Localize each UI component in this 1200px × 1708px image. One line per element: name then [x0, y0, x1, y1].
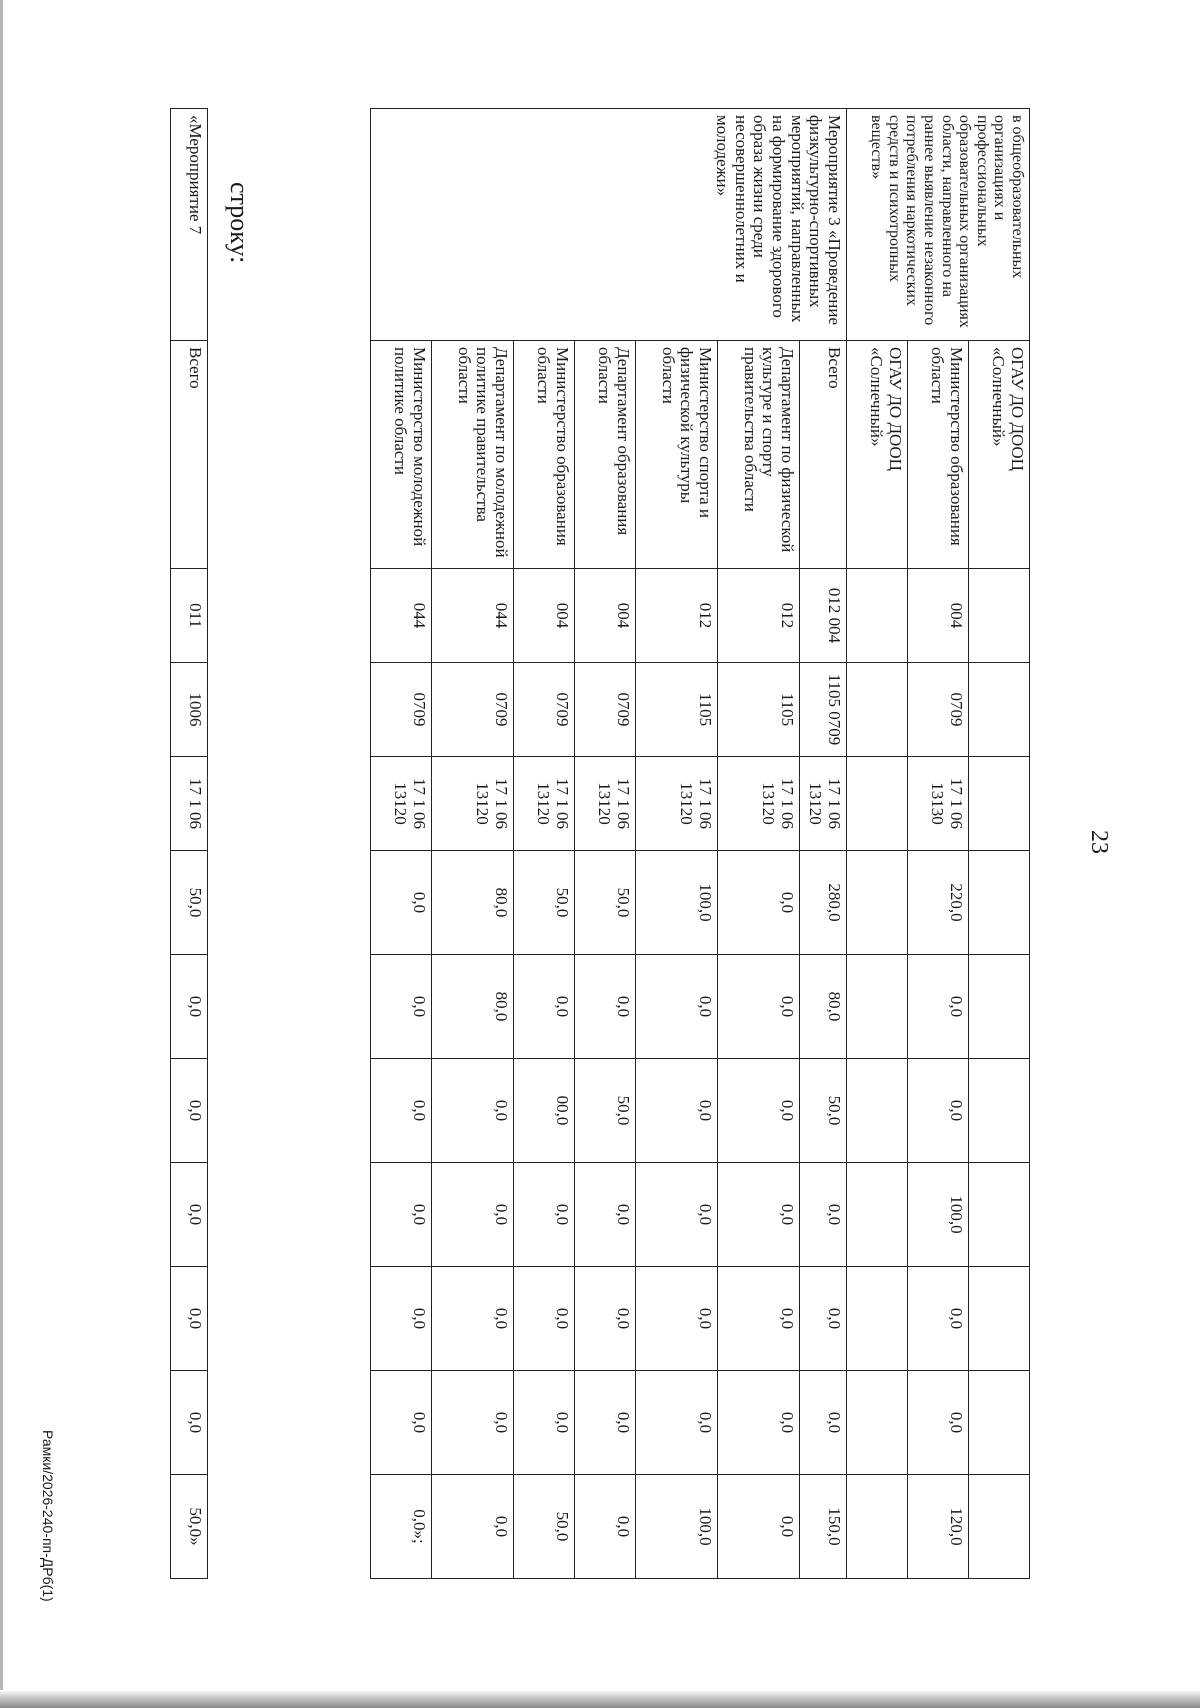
- value-cell: 0,0: [371, 1059, 432, 1163]
- target-cell: 17 1 06 13120: [636, 757, 718, 851]
- org-cell: Министерство молодежной политике области: [371, 341, 432, 569]
- value-cell: [847, 955, 908, 1059]
- value-cell: 100,0: [636, 851, 718, 955]
- value-cell: 0,0: [171, 1163, 208, 1267]
- value-cell: 0,0: [575, 1163, 636, 1267]
- value-cell: 0,0: [514, 1371, 575, 1475]
- event7-cell: «Мероприятие 7: [171, 109, 208, 341]
- org-cell: ОГАУ ДО ДООЦ «Солнечный»: [847, 341, 908, 569]
- page-number: 23: [1086, 830, 1112, 854]
- value-cell: 0,0: [800, 1267, 847, 1371]
- target-cell: 17 1 06 13120: [800, 757, 847, 851]
- value-cell: 0,0: [575, 1267, 636, 1371]
- target-cell: 17 1 06 13120: [432, 757, 514, 851]
- value-cell: 0,0: [908, 1059, 969, 1163]
- target-cell: 17 1 06 13120: [371, 757, 432, 851]
- code-cell: 012: [718, 569, 800, 663]
- new-row-table: [170, 108, 208, 1579]
- value-cell: 80,0: [432, 851, 514, 955]
- section-cell: [969, 663, 1030, 757]
- section-cell: 0709: [432, 663, 514, 757]
- value-cell: 0,0: [371, 1371, 432, 1475]
- value-cell: 50,0: [575, 851, 636, 955]
- value-cell: 0,0: [432, 1059, 514, 1163]
- value-cell: [847, 851, 908, 955]
- value-cell: 50,0: [171, 851, 208, 955]
- value-cell: 0,0: [718, 1475, 800, 1579]
- value-cell: 0,0: [718, 1371, 800, 1475]
- value-cell: 0,0: [636, 955, 718, 1059]
- section-cell: [847, 663, 908, 757]
- org-cell: Департамент образования области: [575, 341, 636, 569]
- value-cell: [969, 1371, 1030, 1475]
- value-cell: 0,0: [432, 1475, 514, 1579]
- value-cell: 0,0: [371, 1267, 432, 1371]
- value-cell: 0,0: [432, 1371, 514, 1475]
- org-cell: Всего: [171, 341, 208, 569]
- code-cell: [969, 569, 1030, 663]
- table-row: [800, 109, 847, 1579]
- org-cell: Всего: [800, 341, 847, 569]
- section-cell: 1105: [636, 663, 718, 757]
- value-cell: 0,0: [718, 1163, 800, 1267]
- value-cell: [847, 1371, 908, 1475]
- org-cell: Министерство спорта и физической культуры области: [636, 341, 718, 569]
- value-cell: 0,0: [718, 851, 800, 955]
- section-cell: 1006: [171, 663, 208, 757]
- value-cell: [847, 1267, 908, 1371]
- value-cell: 150,0: [800, 1475, 847, 1579]
- event3-cell: Мероприятие 3 «Проведение физкультурно-спортивных мероприятий, направленных на формирование здорового образа жизни среди несовершеннолетних и молодежи»: [371, 109, 847, 341]
- target-cell: 17 1 06 13120: [718, 757, 800, 851]
- value-cell: 0,0: [800, 1371, 847, 1475]
- code-cell: 044: [432, 569, 514, 663]
- value-cell: [969, 1163, 1030, 1267]
- code-cell: 004: [908, 569, 969, 663]
- org-cell: Департамент по молодежной политике правительства области: [432, 341, 514, 569]
- value-cell: 0,0: [432, 1163, 514, 1267]
- label-line: строку:: [225, 182, 254, 264]
- section-cell: 1105 0709: [800, 663, 847, 757]
- code-cell: 044: [371, 569, 432, 663]
- value-cell: [969, 851, 1030, 955]
- value-cell: 0,0: [636, 1267, 718, 1371]
- value-cell: 0,0: [575, 1371, 636, 1475]
- value-cell: [847, 1163, 908, 1267]
- value-cell: 50,0»: [171, 1475, 208, 1579]
- value-cell: 0,0: [908, 1371, 969, 1475]
- value-cell: [969, 1267, 1030, 1371]
- section-cell: 0709: [575, 663, 636, 757]
- value-cell: 0,0: [371, 955, 432, 1059]
- code-cell: 012 004: [800, 569, 847, 663]
- table-row: [171, 109, 208, 1579]
- value-cell: 0,0: [636, 1163, 718, 1267]
- table-row: [969, 109, 1030, 1579]
- section-cell: 1105: [718, 663, 800, 757]
- code-cell: 004: [514, 569, 575, 663]
- target-cell: 17 1 06 13130: [908, 757, 969, 851]
- code-cell: 004: [575, 569, 636, 663]
- value-cell: 0,0: [800, 1163, 847, 1267]
- value-cell: 00,0: [514, 1059, 575, 1163]
- value-cell: 0,0: [371, 1163, 432, 1267]
- document-reference: Рамки/2026-240-пп-ДРб(1): [40, 1430, 56, 1602]
- org-cell: Департамент по физической культуре и спорту правительства области: [718, 341, 800, 569]
- value-cell: 0,0: [575, 1475, 636, 1579]
- value-cell: 0,0: [371, 851, 432, 955]
- value-cell: 0,0: [718, 1059, 800, 1163]
- value-cell: 120,0: [908, 1475, 969, 1579]
- org-cell: Министерство образования области: [908, 341, 969, 569]
- value-cell: 0,0: [718, 1267, 800, 1371]
- value-cell: 50,0: [575, 1059, 636, 1163]
- value-cell: 0,0: [171, 1059, 208, 1163]
- value-cell: 0,0»;: [371, 1475, 432, 1579]
- value-cell: 0,0: [908, 1267, 969, 1371]
- value-cell: 50,0: [514, 851, 575, 955]
- value-cell: 0,0: [718, 955, 800, 1059]
- code-cell: 011: [171, 569, 208, 663]
- code-cell: 012: [636, 569, 718, 663]
- value-cell: 0,0: [636, 1371, 718, 1475]
- section-cell: 0709: [908, 663, 969, 757]
- section-cell: 0709: [514, 663, 575, 757]
- value-cell: 0,0: [636, 1059, 718, 1163]
- value-cell: [969, 1059, 1030, 1163]
- org-cell: ОГАУ ДО ДООЦ «Солнечный»: [969, 341, 1030, 569]
- value-cell: 80,0: [432, 955, 514, 1059]
- value-cell: [847, 1475, 908, 1579]
- value-cell: 280,0: [800, 851, 847, 955]
- value-cell: 0,0: [514, 955, 575, 1059]
- value-cell: 50,0: [514, 1475, 575, 1579]
- code-cell: [847, 569, 908, 663]
- value-cell: 0,0: [171, 1267, 208, 1371]
- value-cell: [969, 955, 1030, 1059]
- value-cell: [969, 1475, 1030, 1579]
- value-cell: 0,0: [432, 1267, 514, 1371]
- value-cell: 100,0: [908, 1163, 969, 1267]
- event-prev-cell: в общеобразовательных организациях и профессиональных образовательных организациях области, направленного на раннее выявление незаконного потребления наркотических средств и психотропных веществ»: [847, 109, 1030, 341]
- value-cell: 0,0: [514, 1267, 575, 1371]
- target-cell: [969, 757, 1030, 851]
- budget-table-body: [371, 109, 1030, 1579]
- value-cell: 0,0: [908, 955, 969, 1059]
- target-cell: [847, 757, 908, 851]
- section-cell: 0709: [371, 663, 432, 757]
- value-cell: 0,0: [575, 955, 636, 1059]
- budget-table: [370, 108, 1030, 1579]
- target-cell: 17 1 06 13120: [514, 757, 575, 851]
- target-cell: 17 1 06 13120: [575, 757, 636, 851]
- value-cell: [847, 1059, 908, 1163]
- value-cell: 80,0: [800, 955, 847, 1059]
- value-cell: 220,0: [908, 851, 969, 955]
- value-cell: 0,0: [514, 1163, 575, 1267]
- target-cell: 17 1 06: [171, 757, 208, 851]
- value-cell: 0,0: [171, 1371, 208, 1475]
- value-cell: 50,0: [800, 1059, 847, 1163]
- value-cell: 0,0: [171, 955, 208, 1059]
- org-cell: Министерство образования области: [514, 341, 575, 569]
- value-cell: 100,0: [636, 1475, 718, 1579]
